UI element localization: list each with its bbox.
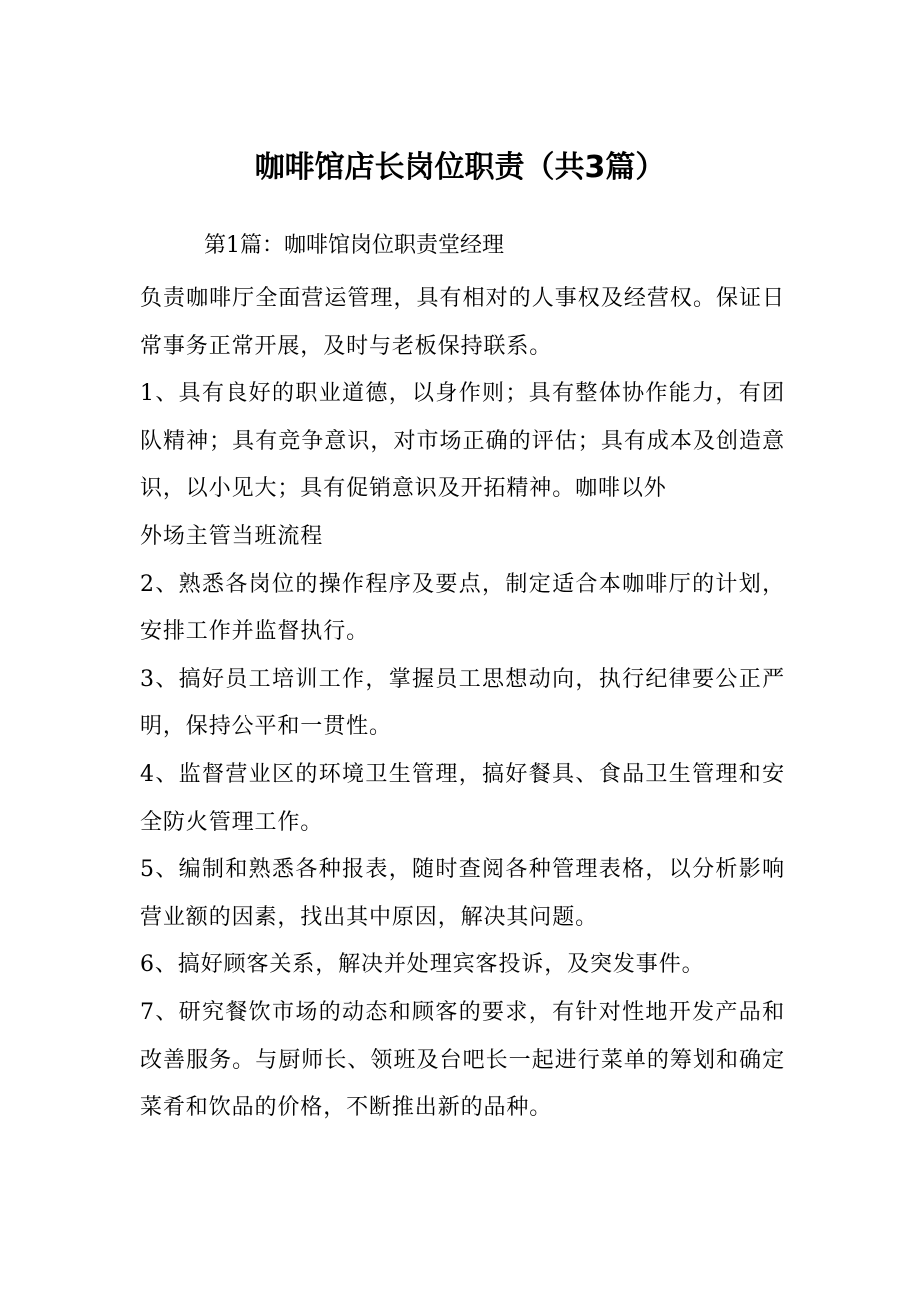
document-body (140, 275, 785, 1132)
paragraph-duty-4: 4、监督营业区的环境卫生管理，搞好餐具、食品卫生管理和安全防火管理工作。 (140, 761, 785, 835)
paragraph-duty-5: 5、编制和熟悉各种报表，随时查阅各种管理表格，以分析影响营业额的因素，找出其中原因，解决其问题。 (140, 857, 785, 930)
paragraph-duty-2: 2、熟悉各岗位的操作程序及要点，制定适合本咖啡厅的计划，安排工作并监督执行。 (140, 571, 785, 645)
paragraph-duty-3: 3、搞好员工培训工作，掌握员工思想动向，执行纪律要公正严明，保持公平和一贯性。 (140, 666, 785, 740)
paragraph-duty-1: 1、具有良好的职业道德，以身作则；具有整体协作能力，有团队精神；具有竞争意识，对市场正确的评估；具有成本及创造意识，以小见大；具有促销意识及开拓精神。咖啡以外 (140, 381, 785, 502)
document-title: 咖啡馆店长岗位职责（共3篇） (254, 150, 666, 185)
section-heading: 第1篇：咖啡馆岗位职责堂经理 (204, 233, 504, 258)
paragraph-outfield-flow: 外场主管当班流程 (140, 523, 324, 549)
paragraph-intro: 负责咖啡厅全面营运管理，具有相对的人事权及经营权。保证日常事务正常开展，及时与老板保持联系。 (140, 286, 785, 359)
paragraph-duty-6: 6、搞好顾客关系，解决并处理宾客投诉，及突发事件。 (140, 952, 705, 978)
paragraph-duty-7: 7、研究餐饮市场的动态和顾客的要求，有针对性地开发产品和改善服务。与厨师长、领班及台吧长一起进行菜单的筹划和确定菜肴和饮品的价格，不断推出新的品种。 (140, 999, 785, 1121)
